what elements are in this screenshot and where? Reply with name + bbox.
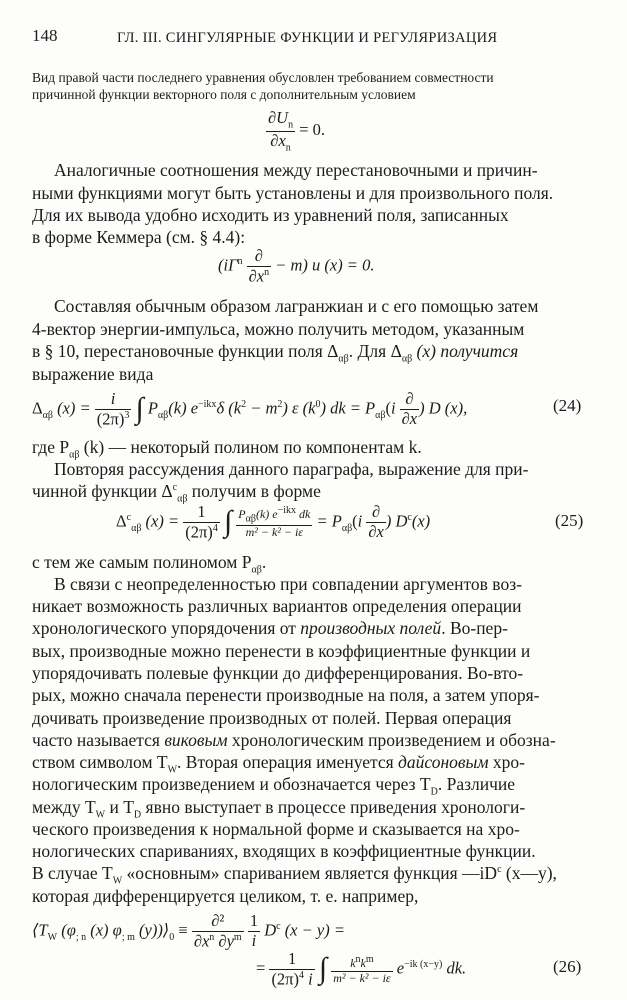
running-title: ГЛ. III. СИНГУЛЯРНЫЕ ФУНКЦИИ И РЕГУЛЯРИЗАЦИЯ	[117, 30, 498, 46]
equation-kemmer: ($i\Gamma^n$ $\frac{\partial}{\partial x^n}$ − m) u (x) = 0.	[218, 246, 375, 286]
para6-line-5: упорядочивать полевые функции до дифференцирования. Во-вто-	[32, 663, 524, 683]
para6-line-7: дочивать произведение производных от полей. Первая операция	[32, 708, 512, 728]
para2-line-2: 4-вектор энергии-импульса, можно получить методом, указанным	[32, 319, 525, 339]
para6-line-9: ством символом $T_W$. Вторая операция именуется дайсоновым хро-	[32, 752, 525, 776]
para6-line-15: которая дифференцируется целиком, т. е. например,	[32, 886, 419, 906]
para4-line-1: Повторяя рассуждения данного параграфа, выражение для при-	[54, 459, 529, 479]
equation-divergence: $\frac{\partial U_n}{\partial x_n}$ = 0.	[268, 108, 326, 154]
para1-line-2: ными функциями могут быть установлены и для произвольного поля.	[32, 183, 554, 203]
para1-line-4: в форме Кеммера (см. § 4.4):	[32, 227, 246, 247]
para5-line-1: с тем же самым полиномом $P_{\alpha\beta}$.	[32, 552, 267, 576]
para6-line-10: нологическим произведением и обозначается через $T_D$. Различие	[32, 774, 516, 798]
para6-line-13: нологических спариваниях, входящих в коэффициентные функции.	[32, 841, 536, 861]
equation-26-line-2: = $\frac{1}{(2\pi)^4 i}$ ∫ $\frac{k^nk^m}{\text{m² − k² − iε}}$ $e^{-ik (x-y)}$ dk.	[256, 949, 467, 989]
para6-line-11: между $T_W$ и $T_D$ явно выступает в процессе приведения хронологи-	[32, 797, 526, 821]
para1-line-1: Аналогичные соотношения между перестановочными и причин-	[54, 160, 538, 180]
page-number: 148	[32, 26, 58, 45]
para6-line-8: часто называется виковым хронологическим произведением и обозна-	[32, 730, 556, 750]
intro-line-1: Вид правой части последнего уравнения обусловлен требованием совместности	[32, 70, 494, 85]
equation-25-label: (25)	[555, 511, 584, 530]
para6-line-1: В связи с неопределенностью при совпадении аргументов воз-	[54, 574, 522, 594]
para6-line-12: ческого произведения к нормальной форме и сказывается на хро-	[32, 819, 520, 839]
para6-line-2: никает возможность различных вариантов определения операции	[32, 596, 522, 616]
para6-line-14: В случае $T_W$ «основным» спариванием является функция $—iD^c$ (x—y),	[32, 863, 557, 887]
para4-line-2: чинной функции $\Delta^c_{\alpha\beta}$ получим в форме	[32, 481, 321, 505]
para2-line-3: в § 10, перестановочные функции поля $\Delta_{\alpha\beta}$. Для $\Delta_{\alpha\beta}$ (x) получится	[32, 341, 519, 365]
para2-line-4: выражение вида	[32, 364, 154, 384]
equation-24-label: (24)	[553, 396, 582, 415]
para6-line-3: хронологического упорядочения от производных полей. Во-пер-	[32, 618, 508, 638]
para2-line-1: Составляя обычным образом лагранжиан и с его помощью затем	[54, 296, 539, 316]
para6-line-4: вых, производные можно перенести в коэффициентные функции и	[32, 641, 531, 661]
equation-26-label: (26)	[553, 957, 582, 976]
para1-line-3: Для их вывода удобно исходить из уравнений поля, записанных	[32, 205, 509, 225]
equation-26-line-1: $⟨T_W$ ($\varphi_{; n}$ (x) $\varphi_{; m}$ $(y))⟩_0$ ≡ $\frac{\text{∂²}}{\partial x^n \partial y^m}$ $\frac{1}{i}$ $D^c$ (x − y) =	[32, 911, 345, 951]
equation-25: $\Delta^c_{\alpha\beta}$ (x) = $\frac{1}{(2\pi)^4}$ ∫ $\frac{P_{\alpha\beta}(k) e^{-ikx} dk}{\text{m² − k² − iε}}$ = $P_{\alpha\beta}(i$ $\frac{\partial}{\partial x}$ ) $D^c(x)$	[116, 502, 431, 542]
equation-24: $\Delta_{\alpha\beta}$ (x) = $\frac{i}{(2\pi)^3}$ ∫ $P_{\alpha\beta}(k)$ $e^{-ikx}\delta$ $(k^2 - m^2)$ ε $(k^0)$ dk = $P_{\alpha\beta}(i$ $\frac{\partial}{\partial x}$ ) D (x),	[32, 389, 468, 429]
intro-line-2: причинной функции векторного поля с дополнительным условием	[32, 87, 416, 102]
para3-line-1: где $P_{\alpha\beta}$ (k) — некоторый полином по компонентам k.	[32, 437, 422, 461]
para6-line-6: рых, можно сначала перенести производные на поля, а затем упоря-	[32, 685, 540, 705]
